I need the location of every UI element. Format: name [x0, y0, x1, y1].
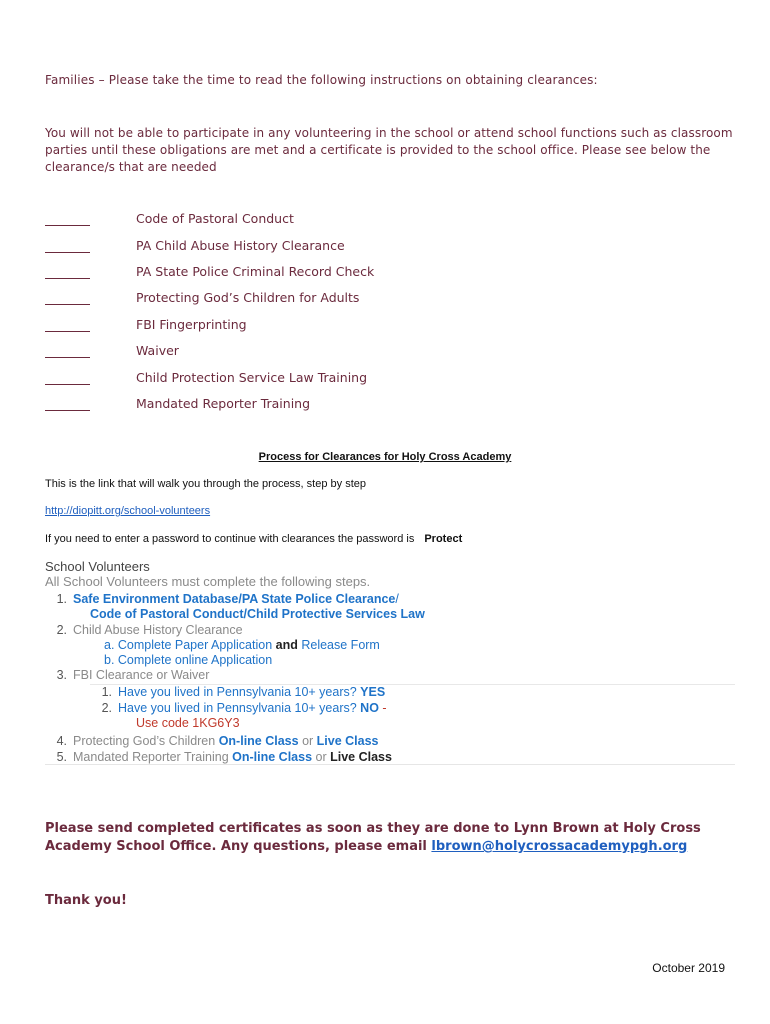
- step-5: [45, 750, 392, 764]
- step-2a: [104, 638, 380, 652]
- checkbox-blank: [45, 319, 90, 332]
- checklist-label: FBI Fingerprinting: [136, 317, 247, 332]
- checkbox-blank: [45, 372, 90, 385]
- conjunction: and: [272, 638, 302, 652]
- sub-prefix: b.: [104, 653, 118, 667]
- separator: /: [243, 607, 247, 621]
- paper-application-link[interactable]: Complete Paper Application: [117, 638, 273, 652]
- volunteers-link[interactable]: http://diopitt.org/school-volunteers: [45, 505, 211, 517]
- send-instructions: Please send completed certificates as soon as they are done to Lynn Brown at Holy Cross Academy School Office. Any questions, please email: [45, 821, 701, 854]
- use-code-text: Use code 1KG6Y3: [136, 716, 240, 730]
- safe-environment-link[interactable]: Safe Environment Database: [73, 592, 239, 606]
- password-value: Protect: [424, 533, 463, 545]
- password-line: [45, 533, 462, 545]
- document-date: October 2019: [652, 961, 725, 975]
- send-certificates-text: [45, 820, 745, 856]
- step-1-continued: [90, 607, 425, 621]
- step-1: [45, 592, 399, 606]
- step-text: Child Abuse History Clearance: [73, 623, 243, 637]
- school-volunteers-subtitle: All School Volunteers must complete the following steps.: [45, 574, 371, 589]
- school-volunteers-title: School Volunteers: [45, 559, 150, 574]
- step-number: 2.: [56, 623, 67, 637]
- step-number: 4.: [56, 734, 67, 748]
- sub-number: 2.: [101, 701, 112, 715]
- sub-number: 1.: [101, 685, 112, 699]
- link-intro: This is the link that will walk you through the process, step by step: [45, 478, 366, 490]
- checklist-label: Child Protection Service Law Training: [136, 370, 368, 385]
- state-police-link[interactable]: PA State Police Clearance: [241, 592, 396, 606]
- step-number: 3.: [56, 668, 67, 682]
- cps-law-link[interactable]: Child Protective Services Law: [246, 607, 425, 621]
- step-3-option-1: [90, 685, 385, 699]
- release-form-link[interactable]: Release Form: [301, 638, 380, 652]
- dash: -: [378, 701, 387, 715]
- step-number: 5.: [56, 750, 67, 764]
- checkbox-blank: [45, 398, 90, 411]
- step-text: FBI Clearance or Waiver: [73, 668, 210, 682]
- intro-text: Families – Please take the time to read the following instructions on obtaining clearances:: [45, 73, 598, 87]
- conjunction: or: [298, 734, 317, 748]
- step-text: Mandated Reporter Training: [73, 750, 229, 764]
- checklist-label: PA Child Abuse History Clearance: [136, 238, 345, 253]
- separator: /: [238, 592, 242, 606]
- thank-you: Thank you!: [45, 893, 127, 908]
- checkbox-blank: [45, 292, 90, 305]
- checklist-label: PA State Police Criminal Record Check: [136, 264, 375, 279]
- no-link[interactable]: NO: [360, 701, 379, 715]
- sub-prefix: a.: [104, 638, 118, 652]
- step-3-option-2: [90, 701, 387, 715]
- checkbox-blank: [45, 213, 90, 226]
- steps-list: [45, 590, 735, 765]
- checklist-label: Mandated Reporter Training: [136, 396, 311, 411]
- separator: /: [395, 592, 399, 606]
- step-2: [45, 623, 243, 637]
- step-number: 1.: [56, 592, 67, 606]
- step-4: [45, 734, 379, 748]
- pastoral-conduct-link[interactable]: Code of Pastoral Conduct: [90, 607, 244, 621]
- live-class-label: Live Class: [330, 750, 392, 764]
- online-application-link[interactable]: Complete online Application: [117, 653, 273, 667]
- step-text: Protecting God’s Children: [73, 734, 216, 748]
- checkbox-blank: [45, 345, 90, 358]
- step-2b: [104, 653, 272, 667]
- process-title: Process for Clearances for Holy Cross Academy: [258, 451, 512, 463]
- step-3: [45, 668, 209, 682]
- email-link[interactable]: lbrown@holycrossacademypgh.org: [431, 839, 688, 854]
- lived-pa-question-link[interactable]: Have you lived in Pennsylvania 10+ years?: [118, 685, 357, 699]
- checklist-label: Code of Pastoral Conduct: [136, 211, 294, 226]
- checkbox-blank: [45, 266, 90, 279]
- requirements-paragraph: You will not be able to participate in any volunteering in the school or attend school functions such as classroom parties until these obligations are met and a certificate is provided to the school office. Please see below the clearance/s that are needed: [45, 126, 733, 174]
- online-class-link[interactable]: On-line Class: [218, 734, 299, 748]
- checklist-label: Protecting God’s Children for Adults: [136, 290, 360, 305]
- live-class-link[interactable]: Live Class: [316, 734, 379, 748]
- checkbox-blank: [45, 240, 90, 253]
- checklist-label: Waiver: [136, 343, 179, 358]
- online-class-link[interactable]: On-line Class: [232, 750, 313, 764]
- conjunction: or: [312, 750, 331, 764]
- lived-pa-question-link[interactable]: Have you lived in Pennsylvania 10+ years?: [118, 701, 357, 715]
- password-label: If you need to enter a password to continue with clearances the password is: [45, 533, 415, 545]
- yes-link[interactable]: YES: [360, 685, 386, 699]
